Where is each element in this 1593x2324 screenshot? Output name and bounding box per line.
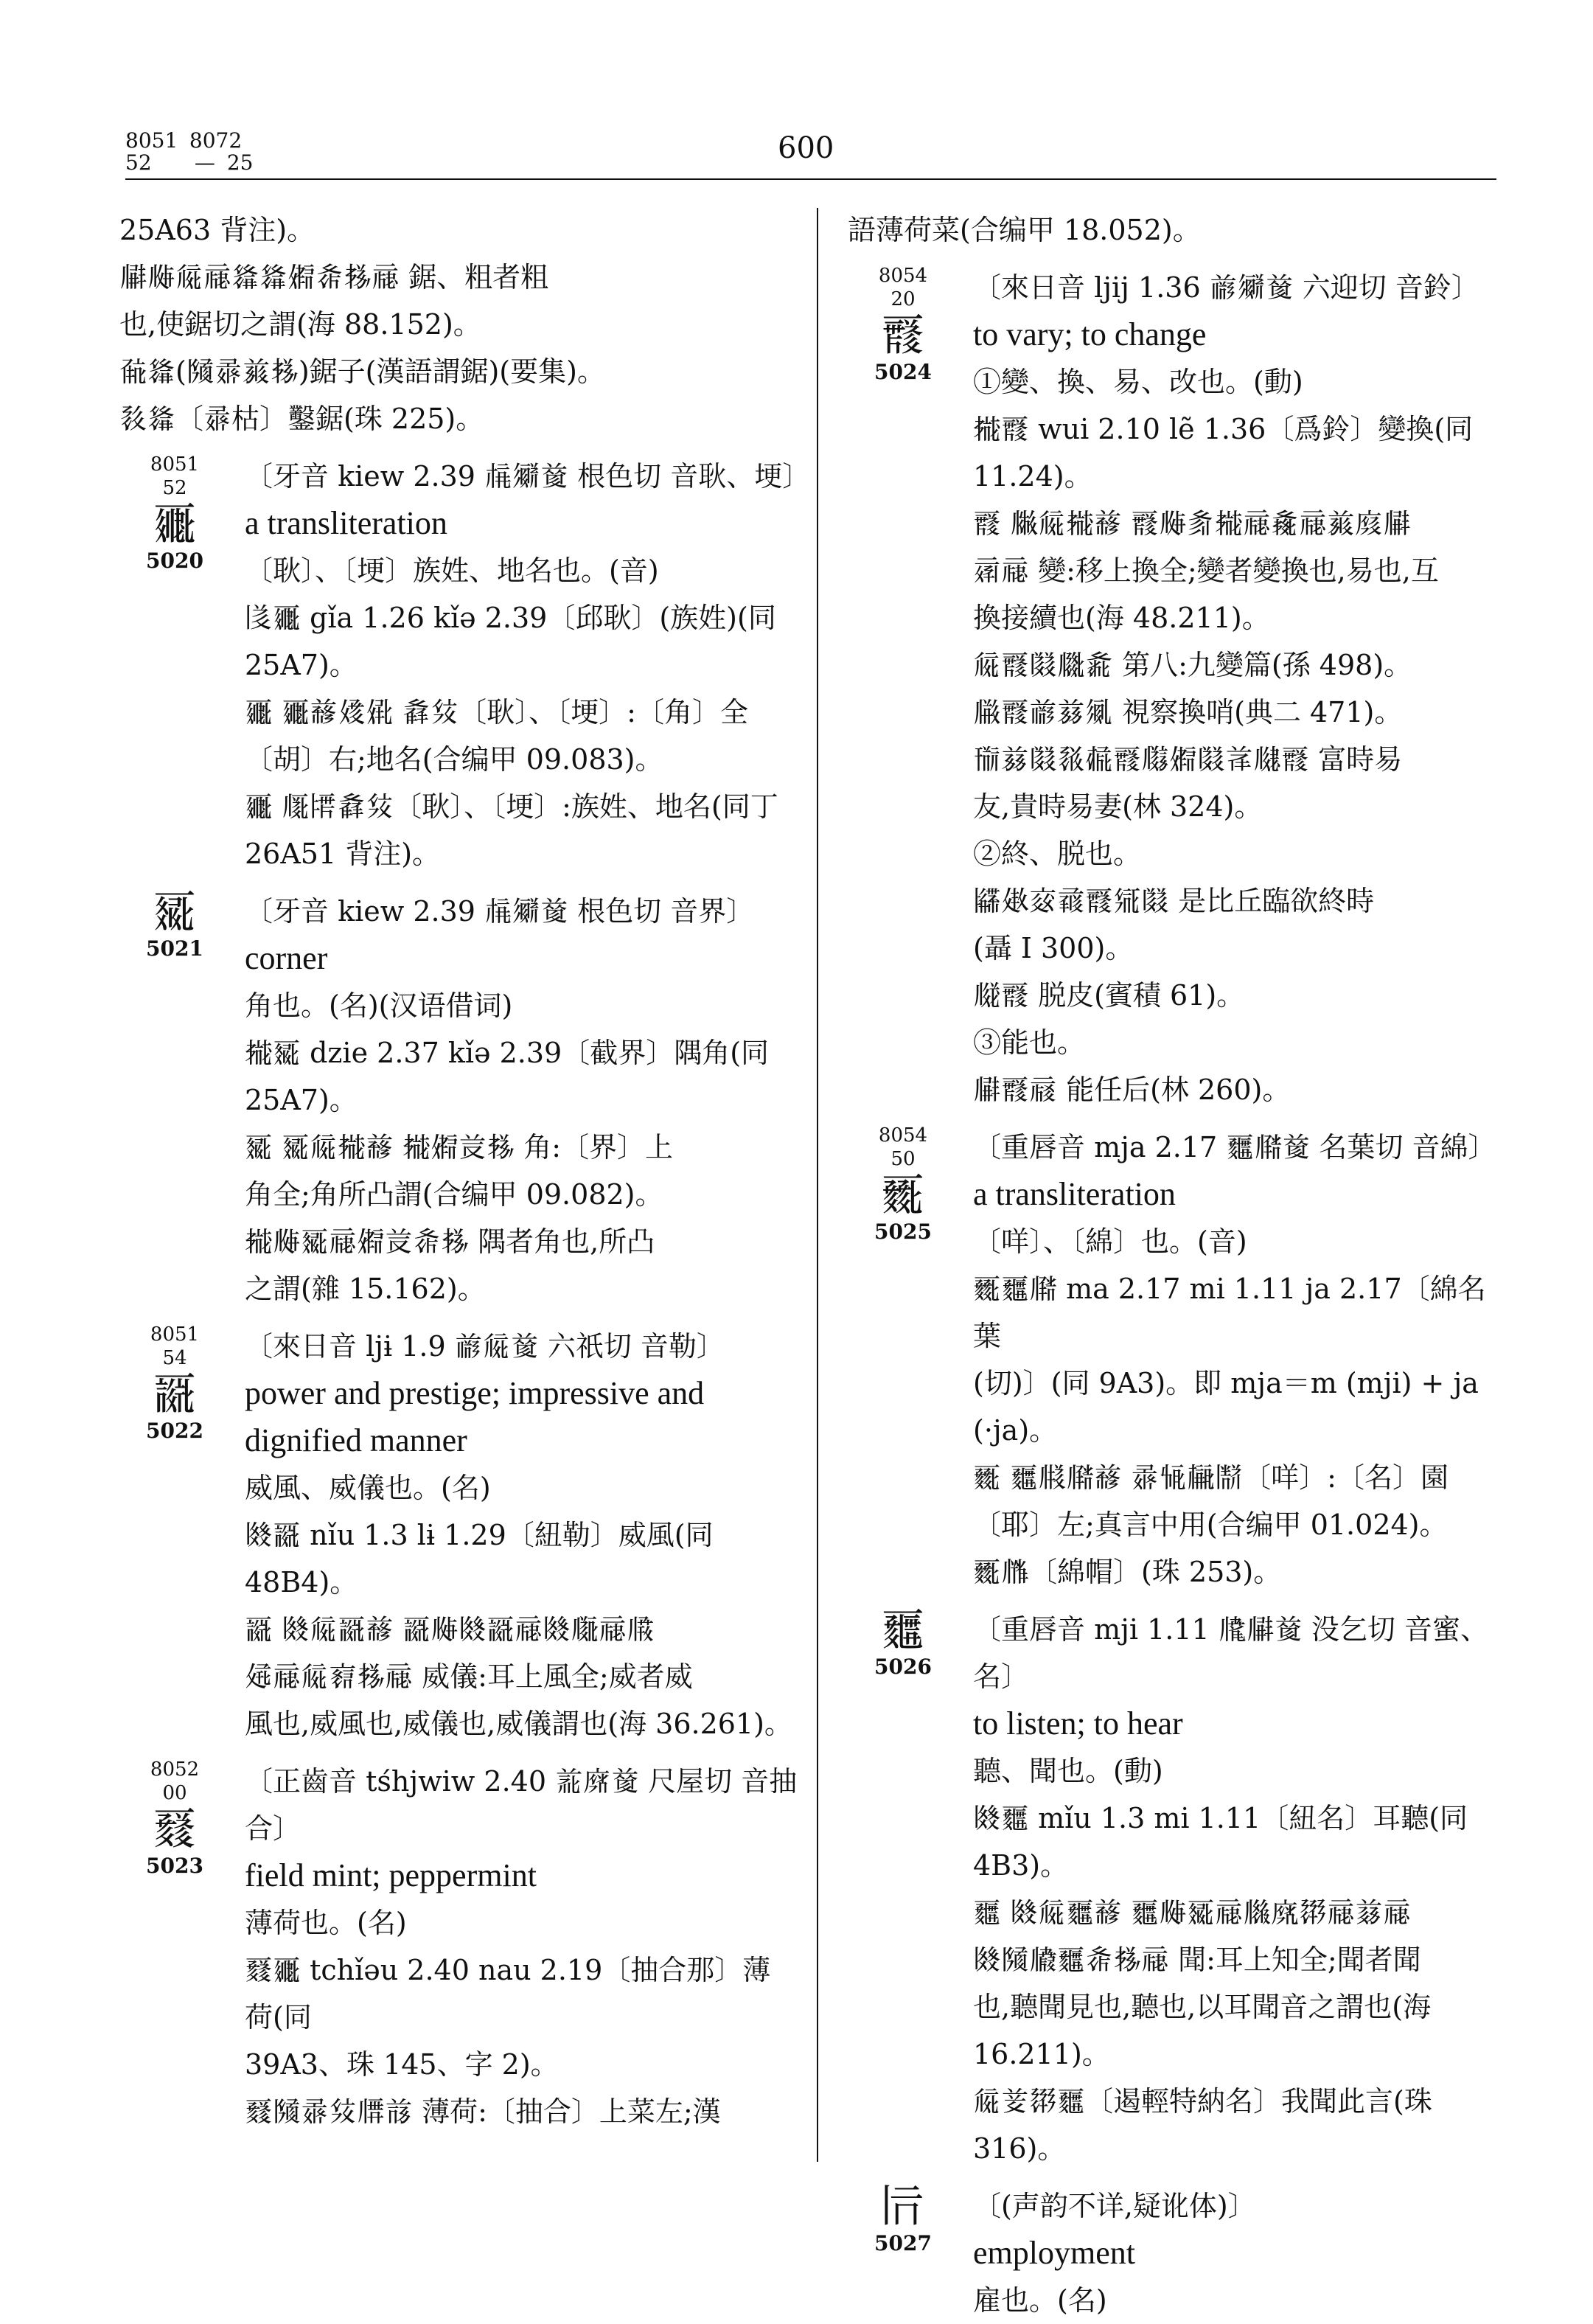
entry-line: 𗐇𗄊𗏁𗇑𗈪𗄊 威儀:耳上風全;威者威 bbox=[245, 1660, 693, 1693]
header-code-range bbox=[125, 130, 253, 174]
entry-gutter bbox=[848, 1124, 958, 1245]
entry-number: 5022 bbox=[146, 1419, 203, 1443]
entry-english-gloss: to listen; to hear bbox=[973, 1705, 1183, 1742]
entry-line: 風也,威風也,威儀也,威儀謂也(海 36.261)。 bbox=[245, 1708, 792, 1740]
entry-code-b: 50 bbox=[890, 1148, 916, 1170]
right-column bbox=[848, 206, 1496, 2324]
entry-number: 5023 bbox=[146, 1854, 203, 1878]
entry-line: 𗏁𗐻𗈽𗀯〔遏輕特納名〕我聞此言(珠 316)。 bbox=[973, 2085, 1432, 2165]
continuation-line: 𗈼𗌮〔𗈁枯〕鑿鋸(珠 225)。 bbox=[119, 403, 484, 435]
entry-gutter bbox=[848, 2182, 958, 2256]
entry-line: 威風、威儀也。(名) bbox=[245, 1472, 491, 1504]
entry-line: 𗏁𗀭𗂸𗆙𗐑 第八:九變篇(孫 498)。 bbox=[973, 649, 1412, 681]
continuation-text bbox=[119, 206, 798, 442]
entry-line: 𗀬𗂧𗈁𗊏𗅬𗐭 薄荷:〔抽合〕上菜左;漢 bbox=[245, 2095, 721, 2128]
left-column bbox=[119, 206, 811, 2135]
dictionary-entry bbox=[848, 2182, 1496, 2324]
continuation-line: 𘆨𗌮(𗂧𗈁𗑏𗈪)鋸子(漢語謂鋸)(要集)。 bbox=[119, 355, 605, 388]
entry-line: 𗎳𗐆𗇏𗈅𗀭𗊧𗂸 是比丘臨欲終時 bbox=[973, 885, 1375, 917]
entry-line: ②終、脱也。 bbox=[973, 838, 1142, 870]
entry-line: 𗂖𗀯 mǐu 1.3 mi 1.11〔紐名〕耳聽(同 4B3)。 bbox=[973, 1802, 1468, 1882]
entry-headword-glyph: 𗀯 bbox=[881, 1604, 925, 1656]
entry-english-gloss: a transliteration bbox=[245, 505, 447, 541]
entry-line: 角全;角所凸謂(合编甲 09.082)。 bbox=[245, 1178, 663, 1211]
entry-line: 〔牙音 kiew 2.39 𗍫𗏈𗒹 根色切 音耿、埂〕 bbox=[245, 460, 811, 493]
entry-line: 〔來日音 ljɨ 1.9 𗑗𗏁𗒹 六祇切 音勒〕 bbox=[245, 1330, 725, 1363]
entry-line: 換接續也(海 48.211)。 bbox=[973, 602, 1270, 634]
dictionary-entry bbox=[119, 453, 811, 877]
entry-gutter bbox=[848, 264, 958, 385]
entry-code-a: 8054 bbox=[878, 265, 928, 287]
entry-number: 5020 bbox=[146, 549, 203, 573]
dictionary-entry bbox=[848, 1606, 1496, 2172]
dictionary-entry bbox=[119, 888, 798, 1312]
continuation-line: 語薄荷菜(合编甲 18.052)。 bbox=[848, 214, 1201, 246]
entry-code-b: 00 bbox=[162, 1782, 187, 1804]
entry-line: 𗀩 𗅲𗎪𗐔𗊏〔耿〕、〔埂〕:族姓、地名(同丁 bbox=[245, 790, 778, 823]
page-number: 600 bbox=[778, 131, 834, 165]
entry-line: 𗈶𗀭 wui 2.10 lẽ 1.36〔爲鈴〕變換(同 11.24)。 bbox=[973, 413, 1474, 493]
continuation-line: 也,使鋸切之謂(海 88.152)。 bbox=[119, 308, 481, 341]
header-code-top-left: 8051 bbox=[125, 128, 178, 153]
entry-line: (切)〕(同 9A3)。即 mja＝m (mji) + ja (·ja)。 bbox=[973, 1367, 1479, 1447]
entry-code-a: 8054 bbox=[878, 1124, 928, 1147]
entry-number: 5025 bbox=[874, 1220, 932, 1244]
entry-line: 𗀪 𗀪𗏁𗈶𗒘 𗈶𗏳𗐫𗈪 角:〔界〕上 bbox=[245, 1131, 674, 1163]
entry-english-gloss: to vary; to change bbox=[973, 316, 1207, 352]
entry-number: 5026 bbox=[874, 1655, 932, 1679]
entry-line: 𗈶𗅊𗀪𗄊𗏳𗐫𗐋𗈪 隅者角也,所凸 bbox=[245, 1225, 655, 1258]
entry-english-gloss: field mint; peppermint bbox=[245, 1857, 537, 1893]
entry-line: 合〕 bbox=[245, 1812, 301, 1845]
entry-line: 〔耶〕左;真言中用(合编甲 01.024)。 bbox=[973, 1509, 1448, 1541]
dictionary-entry bbox=[848, 264, 1496, 1113]
entry-line: 𗂖𗀫 nǐu 1.3 lɨ 1.29〔紐勒〕威風(同 48B4)。 bbox=[245, 1519, 714, 1598]
entry-line: 〔來日音 ljij 1.36 𗑗𗏈𗒹 六迎切 音鈴〕 bbox=[973, 271, 1479, 304]
header-code-bottom-right: 25 bbox=[226, 150, 254, 175]
entry-line: 16.211)。 bbox=[973, 2038, 1110, 2070]
entry-line: 〔耿〕、〔埂〕族姓、地名也。(音) bbox=[245, 554, 659, 587]
entry-line: 𗆐𗀭𗑗𗐬𗏇 視察換哨(典二 471)。 bbox=[973, 696, 1403, 728]
entry-line: 〔胡〕右;地名(合编甲 09.083)。 bbox=[245, 743, 663, 776]
entry-line: 𗀫 𗂖𗏁𗀫𗒘 𗀫𗅊𗂖𗀫𗄊𗂖𗆒𗄊𗆗 bbox=[245, 1613, 655, 1646]
entry-line: 𗈶𗀪 dzie 2.37 kǐə 2.39〔截界〕隅角(同 bbox=[245, 1037, 770, 1069]
entry-line: (聶 I 300)。 bbox=[973, 932, 1134, 964]
entry-line: 〔正齒音 tśhjwiw 2.40 𗑃𗐡𗒹 尺屋切 音抽 bbox=[245, 1765, 798, 1798]
entry-line: 友,貴時易妻(林 324)。 bbox=[973, 790, 1263, 823]
header-rule bbox=[125, 178, 1496, 180]
entry-line: 26A51 背注)。 bbox=[245, 838, 441, 870]
entry-english-gloss: power and prestige; impressive and bbox=[245, 1375, 705, 1411]
entry-line: 〔重唇音 mja 2.17 𗀯𗆖𗒹 名葉切 音綿〕 bbox=[973, 1131, 1496, 1163]
entry-line: 〔牙音 kiew 2.39 𗍫𗏈𗒹 根色切 音界〕 bbox=[245, 895, 755, 928]
entry-headword-glyph: 𗀰 bbox=[881, 2181, 925, 2233]
dictionary-entry bbox=[119, 1758, 798, 2135]
dictionary-entry bbox=[119, 1323, 798, 1747]
entry-line: 𗀮𗀯𗆖 ma 2.17 mi 1.11 ja 2.17〔綿名葉 bbox=[973, 1273, 1486, 1352]
entry-line: 之謂(雜 15.162)。 bbox=[245, 1273, 486, 1305]
entry-number: 5021 bbox=[146, 936, 203, 961]
entry-line: 25A7)。 bbox=[245, 1084, 358, 1116]
entry-line: 𗀭 𗅫𗏁𗈶𗒘 𗀭𗅊𗐌𗈶𗄊𗐖𗄊𗑏𗐞𗆔 bbox=[973, 507, 1412, 540]
header-dash: — bbox=[194, 150, 215, 175]
entry-line: 雇也。(名) bbox=[973, 2284, 1107, 2317]
dictionary-entry bbox=[848, 1124, 1496, 1596]
entry-line: 25A7)。 bbox=[245, 649, 358, 681]
entry-headword-glyph: 𗀪 bbox=[153, 886, 197, 938]
header-code-bottom-left: 52 bbox=[125, 150, 152, 175]
entry-line: ①變、換、易、改也。(動) bbox=[973, 366, 1303, 398]
entry-headword-glyph: 𗀮 bbox=[881, 1169, 925, 1221]
entry-english-gloss: corner bbox=[245, 940, 328, 976]
entry-gutter bbox=[119, 1758, 230, 1879]
entry-line: 𗁅𗀩 gǐa 1.26 kǐə 2.39〔邱耿〕(族姓)(同 bbox=[245, 602, 776, 634]
entry-headword-glyph: 𗀫 bbox=[153, 1368, 197, 1420]
continuation-line: 25A63 背注)。 bbox=[119, 214, 316, 246]
entry-line: 𗂖𗂧𗇀𗀯𗐋𗈪𗄊 聞:耳上知全;聞者聞 bbox=[973, 1944, 1421, 1976]
entry-line: 薄荷也。(名) bbox=[245, 1907, 407, 1939]
entry-english-gloss: dignified manner bbox=[245, 1422, 467, 1458]
entry-code-a: 8051 bbox=[150, 453, 200, 476]
entry-gutter bbox=[848, 1606, 958, 1680]
entry-code-b: 54 bbox=[162, 1347, 187, 1369]
entry-code-a: 8052 bbox=[150, 1758, 200, 1781]
entry-line: 𗀯 𗂖𗏁𗀯𗒘 𗀯𗅊𗀪𗄊𗆍𗐢𗈽𗄊𗐿𗄊 bbox=[973, 1896, 1412, 1929]
entry-line: 𗄃𗄊 變:移上換全;變者變換也,易也,互 bbox=[973, 554, 1439, 587]
entry-line: 𗀬𗀩 tchǐəu 2.40 nau 2.19〔抽合那〕薄荷(同 bbox=[245, 1954, 771, 2034]
entry-line: 𗍐𗐬𗂸𗈿𗎏𗀭𗆣𗏳𗂸𗐰𗆋𗀭 富時易 bbox=[973, 743, 1403, 776]
entry-gutter bbox=[119, 888, 230, 961]
entry-line: 𗀮 𗀯𗅭𗆖𗒘 𗈁𗎻𗍳𗂯〔咩〕:〔名〕園 bbox=[973, 1461, 1449, 1494]
entry-english-gloss: employment bbox=[973, 2235, 1135, 2271]
continuation-line: 𗆔𗅊𗏁𗄊𗌮𗌮𗏳𗐋𗈪𗄊 鋸、粗者粗 bbox=[119, 261, 549, 293]
page-header bbox=[125, 130, 1496, 181]
entry-number: 5027 bbox=[874, 2231, 932, 2255]
entry-english-gloss: a transliteration bbox=[973, 1176, 1176, 1212]
entry-code-b: 52 bbox=[162, 477, 187, 499]
entry-line: 〔(声韵不详,疑讹体)〕 bbox=[973, 2190, 1256, 2222]
continuation-text bbox=[848, 206, 1496, 254]
entry-code-b: 20 bbox=[890, 288, 916, 310]
entry-line: 聽、聞也。(動) bbox=[973, 1755, 1163, 1787]
entry-headword-glyph: 𗀬 bbox=[153, 1803, 197, 1855]
entry-gutter bbox=[119, 1323, 230, 1444]
entry-headword-glyph: 𗀩 bbox=[153, 498, 197, 550]
entry-line: 𗆔𗀭𗄉 能任后(林 260)。 bbox=[973, 1074, 1291, 1106]
entry-line: 也,聽聞見也,聽也,以耳聞音之謂也(海 bbox=[973, 1991, 1432, 2023]
entry-headword-glyph: 𗀭 bbox=[881, 310, 925, 361]
entry-line: 𗀮𗆏〔綿帽〕(珠 253)。 bbox=[973, 1556, 1282, 1588]
entry-line: 𗀩 𗀩𗒘𗏘𗏖 𗐔𗊏〔耿〕、〔埂〕:〔角〕全 bbox=[245, 696, 748, 728]
entry-line: 〔咩〕、〔綿〕也。(音) bbox=[973, 1225, 1247, 1258]
entry-line: 𗆊𗀭 脱皮(賓積 61)。 bbox=[973, 979, 1245, 1012]
header-code-top-right: 8072 bbox=[189, 128, 243, 153]
entry-line: 角也。(名)(汉语借词) bbox=[245, 989, 513, 1022]
column-divider bbox=[817, 208, 818, 2162]
entry-number: 5024 bbox=[874, 360, 932, 384]
entry-code-a: 8051 bbox=[150, 1323, 200, 1346]
entry-line: 39A3、珠 145、字 2)。 bbox=[245, 2048, 559, 2081]
entry-line: ③能也。 bbox=[973, 1026, 1086, 1059]
entry-gutter bbox=[119, 453, 230, 574]
entry-line: 〔重唇音 mji 1.11 𗆩𗆔𗒹 没乞切 音蜜、名〕 bbox=[973, 1613, 1488, 1693]
